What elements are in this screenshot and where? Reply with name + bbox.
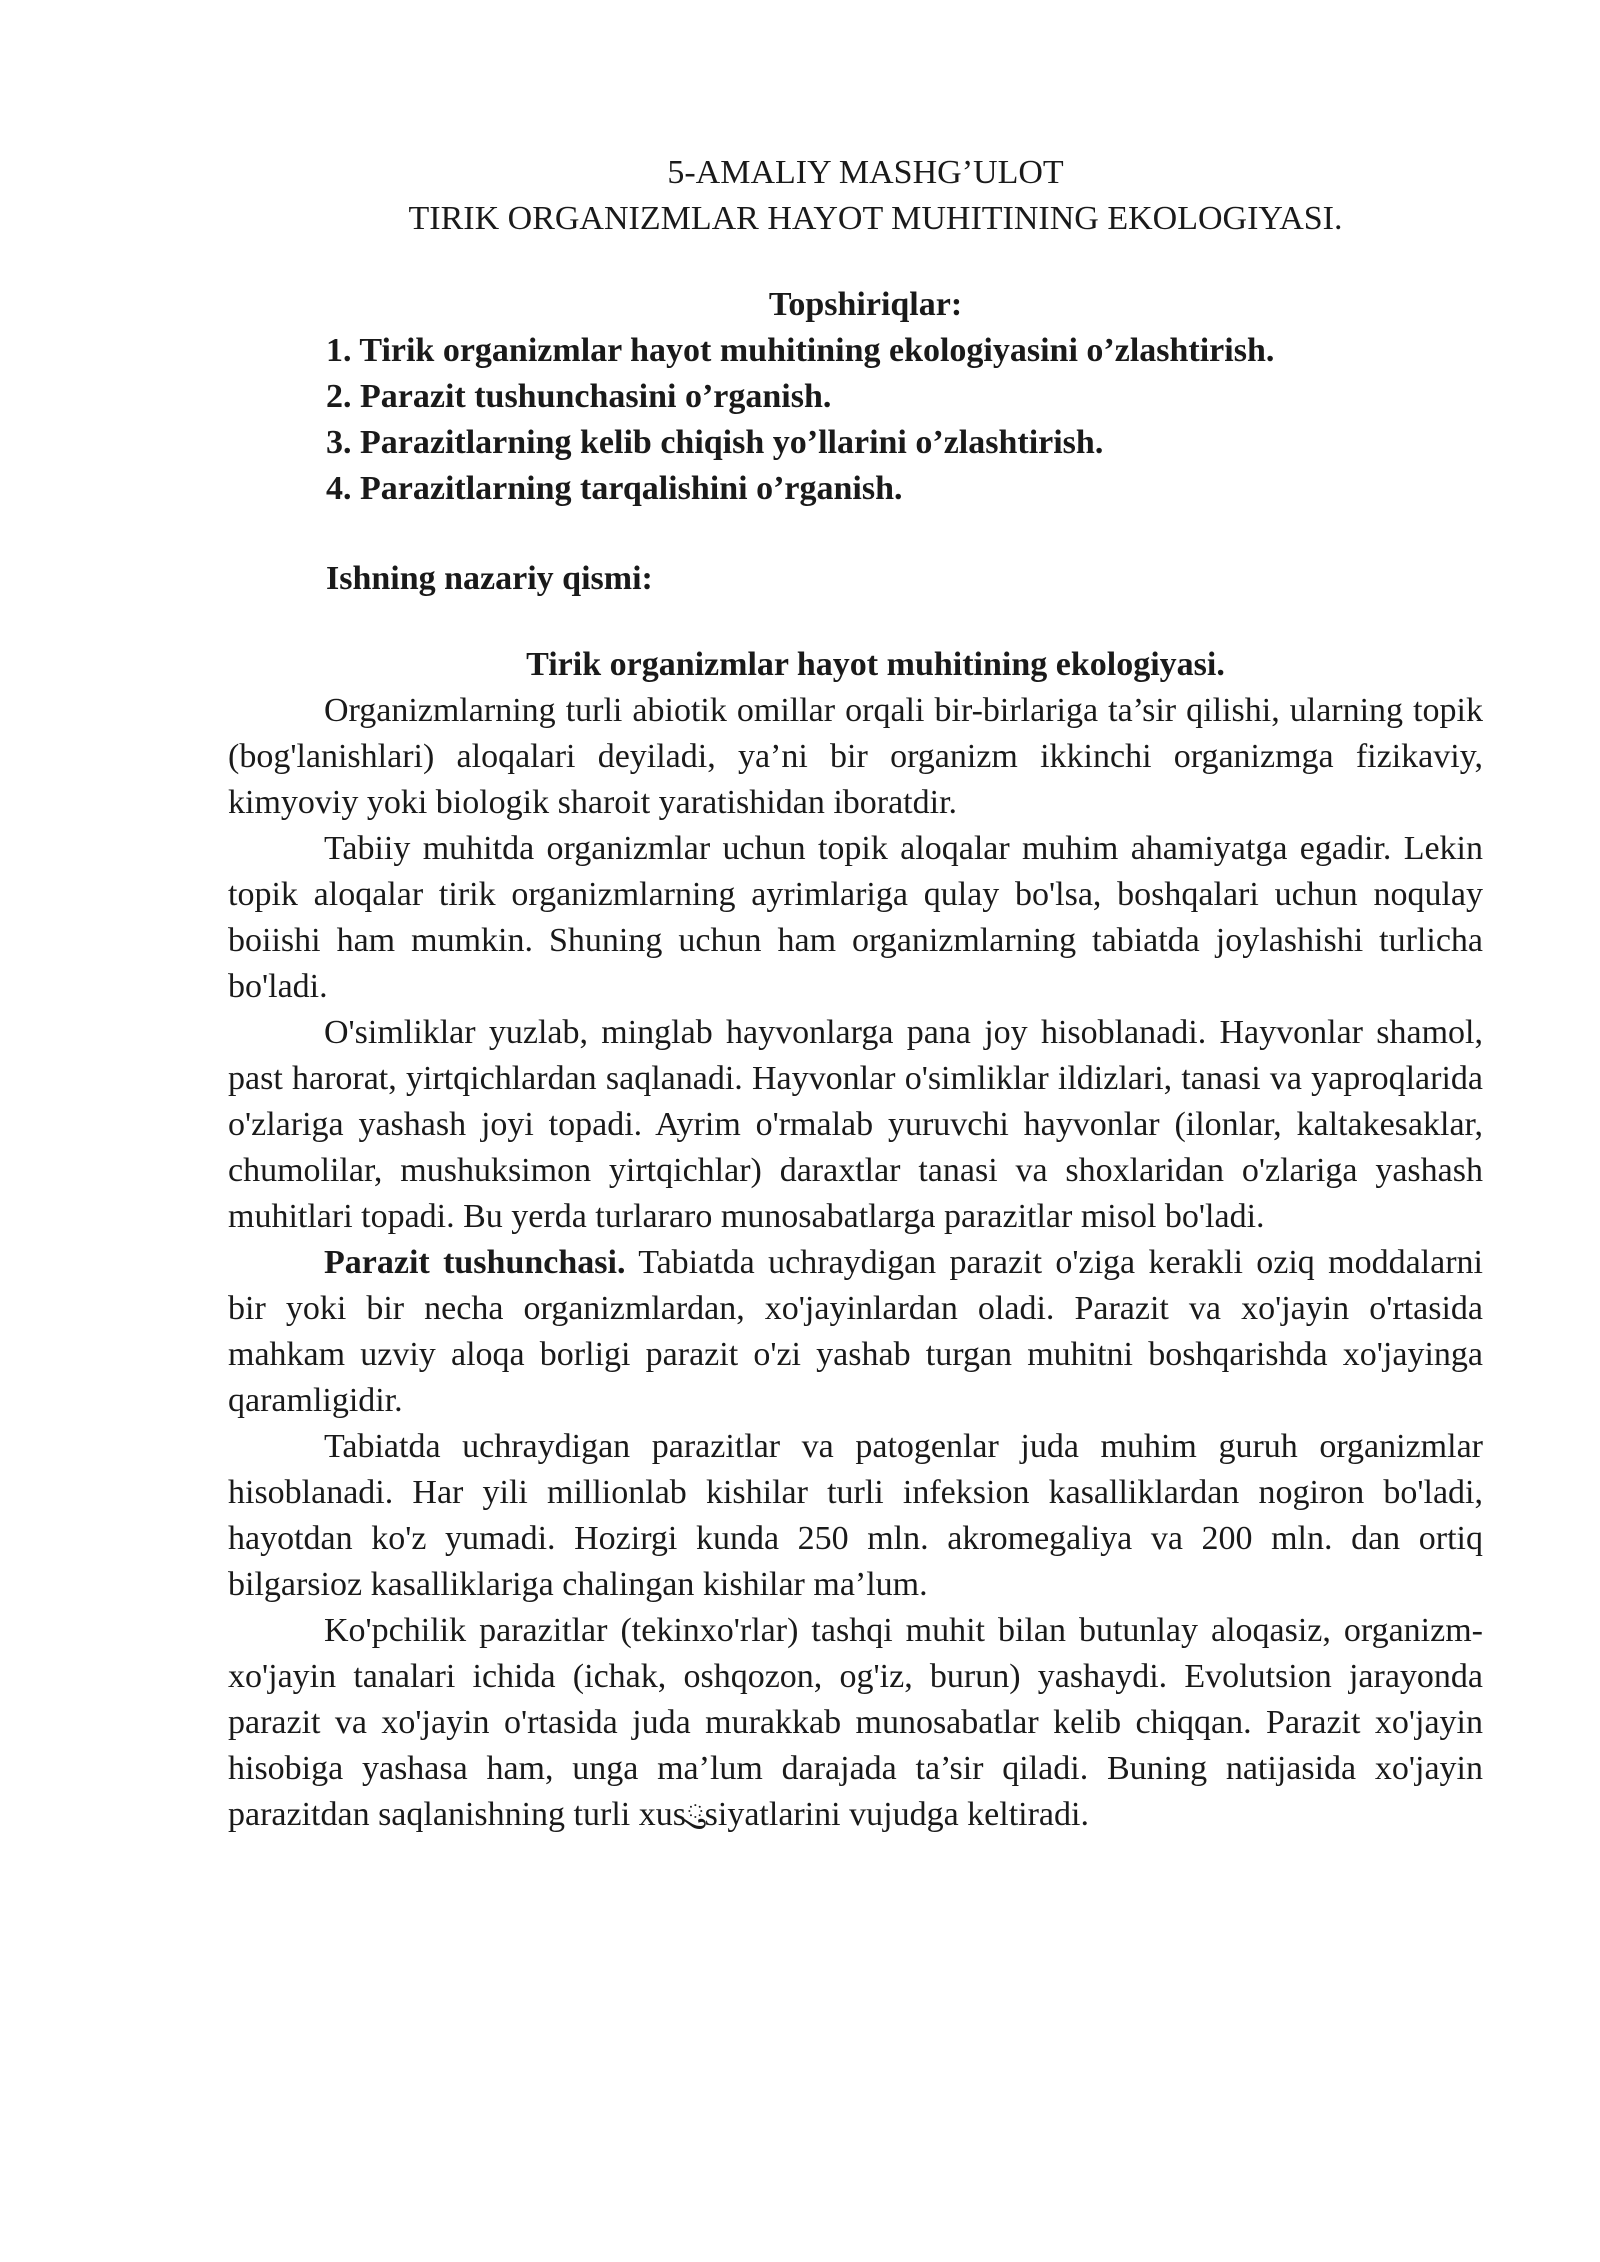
paragraph-text: Tabiatda uchraydigan parazitlar va patogenlar juda muhim guruh organizmlar hisoblanadi. Har yili millionlab kishilar turli infeksion kasalliklardan nogiron bo'ladi, hayotdan ko'z yumadi. Hozirgi kunda 250 mln. akromegaliya va 200 mln. dan ortiq bilgarsioz kasalliklariga chalingan kishilar ma’lum. bbox=[228, 1428, 1483, 1603]
paragraph-text: O'simliklar yuzlab, minglab hayvonlarga pana joy hisoblanadi. Hayvonlar shamol, past harorat, yirtqichlardan saqlanadi. Hayvonlar o'simliklar ildizlari, tanasi va yaproqlarida o'zlariga yashash joyi topadi. Ayrim o'rmalab yuruvchi hayvonlar (ilonlar, kaltakesaklar, chumolilar, mushuksimon yirtqichlar) daraxtlar tanasi va shoxlaridan o'zlariga yashash muhitlari topadi. Bu yerda turlararo munosabatlarga parazitlar misol bo'ladi. bbox=[228, 1014, 1483, 1235]
paragraph-lead: Parazit tushunchasi. bbox=[324, 1244, 626, 1281]
task-item: 2. Parazit tushunchasini o’rganish. bbox=[326, 378, 832, 415]
tasks-heading: Topshiriqlar: bbox=[768, 286, 963, 323]
paragraph-text: Organizmlarning turli abiotik omillar orqali bir-birlariga ta’sir qilishi, ularning topik (bog'lanishlari) aloqalari deyiladi, ya’ni bir organizm ikkinchi organizmga fizikaviy, kimyoviy yoki biologik sharoit yaratishidan iboratdir. bbox=[228, 692, 1483, 821]
theory-heading: Ishning nazariy qismi: bbox=[326, 560, 653, 597]
document-page bbox=[228, 150, 1483, 1838]
paragraph-text: Tabiatda uchraydigan parazit o'ziga kerakli oziq moddalarni bir yoki bir necha organizmlardan, xo'jayinlardan oladi. Parazit va xo'jayin o'rtasida mahkam uzviy aloqa borligi parazit o'zi yashab turgan muhitni boshqarishda xo'jayinga qaramligidir. bbox=[228, 1244, 1483, 1419]
body-paragraph bbox=[228, 1608, 1483, 1838]
paragraph-text: Tabiiy muhitda organizmlar uchun topik aloqalar muhim ahamiyatga egadir. Lekin topik aloqalar tirik organizmlarning ayrimlariga qulay bo'lsa, boshqalari uchun noqulay boiishi ham mumkin. Shuning uchun ham organizmlarning tabiatda joylashishi turlicha bo'ladi. bbox=[228, 830, 1483, 1005]
body-paragraph bbox=[228, 826, 1483, 1010]
body-paragraph bbox=[228, 1010, 1483, 1240]
task-item: 1. Tirik organizmlar hayot muhitining ekologiyasini o’zlashtirish. bbox=[326, 332, 1275, 369]
body-paragraph bbox=[228, 688, 1483, 826]
task-list bbox=[228, 328, 1483, 512]
task-item: 3. Parazitlarning kelib chiqish yo’llarini o’zlashtirish. bbox=[326, 424, 1104, 461]
task-item: 4. Parazitlarning tarqalishini o’rganish. bbox=[326, 470, 903, 507]
body-paragraph bbox=[228, 1240, 1483, 1424]
body-paragraph bbox=[228, 1424, 1483, 1608]
document-title-line-1: 5-AMALIY MASHG’ULOT bbox=[667, 154, 1064, 191]
section-heading: Tirik organizmlar hayot muhitining ekologiyasi. bbox=[526, 646, 1225, 683]
paragraph-text: Ko'pchilik parazitlar (tekinxo'rlar) tashqi muhit bilan butunlay aloqasiz, organizm-xo'jayin tanalari ichida (ichak, oshqozon, og'iz, burun) yashaydi. Evolutsion jarayonda parazit va xo'jayin o'rtasida juda murakkab munosabatlar kelib chiqqan. Parazit xo'jayin hisobiga yashasa ham, unga ma’lum darajada ta’sir qiladi. Buning natijasida xo'jayin parazitdan saqlanishning turli xusུsiyatlarini vujudga keltiradi. bbox=[228, 1612, 1483, 1833]
document-title-line-2: TIRIK ORGANIZMLAR HAYOT MUHITINING EKOLOGIYASI. bbox=[408, 200, 1343, 237]
